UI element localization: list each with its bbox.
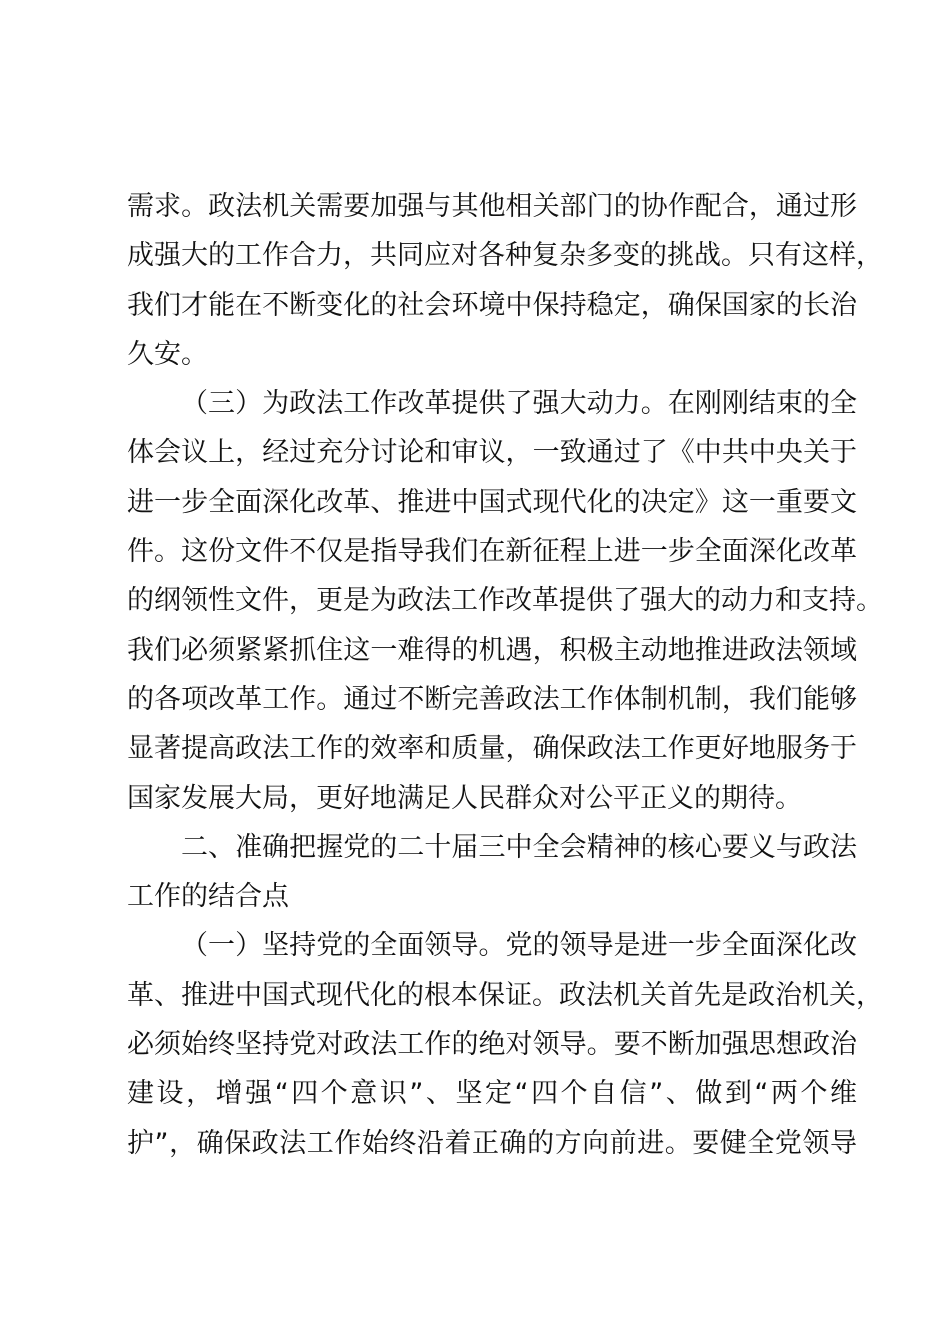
text-line: 革、推进中国式现代化的根本保证。政法机关首先是政治机关， (127, 979, 883, 1011)
text-line: 体会议上，经过充分讨论和审议，一致通过了《中共中央关于 (127, 437, 857, 469)
text-line: （一）坚持党的全面领导。党的领导是进一步全面深化改 (181, 930, 857, 962)
text-line: 件。这份文件不仅是指导我们在新征程上进一步全面深化改革 (127, 536, 857, 568)
text-line: 必须始终坚持党对政法工作的绝对领导。要不断加强思想政治 (127, 1029, 857, 1061)
text-line: 成强大的工作合力，共同应对各种复杂多变的挑战。只有这样， (127, 240, 883, 272)
text-line: 我们才能在不断变化的社会环境中保持稳定，确保国家的长治 (127, 289, 857, 321)
section-heading-line: 二、准确把握党的二十届三中全会精神的核心要义与政法 (181, 831, 857, 863)
text-line: 国家发展大局，更好地满足人民群众对公平正义的期待。 (127, 782, 802, 814)
text-line: （三）为政法工作改革提供了强大动力。在刚刚结束的全 (181, 388, 857, 420)
text-line: 需求。政法机关需要加强与其他相关部门的协作配合，通过形 (127, 191, 857, 222)
text-line: 护”，确保政法工作始终沿着正确的方向前进。要健全党领导 (127, 1127, 857, 1159)
text-line: 进一步全面深化改革、推进中国式现代化的决定》这一重要文 (127, 486, 857, 518)
text-line: 久安。 (127, 338, 208, 370)
text-line: 我们必须紧紧抓住这一难得的机遇，积极主动地推进政法领域 (127, 634, 857, 666)
text-line: 显著提高政法工作的效率和质量，确保政法工作更好地服务于 (127, 733, 857, 765)
text-line: 的各项改革工作。通过不断完善政法工作体制机制，我们能够 (127, 683, 857, 715)
text-line: 的纲领性文件，更是为政法工作改革提供了强大的动力和支持。 (127, 585, 883, 617)
document-body (127, 182, 883, 1168)
text-line: 建设，增强“四个意识”、坚定“四个自信”、做到“两个维 (127, 1078, 857, 1110)
section-heading-line: 工作的结合点 (127, 881, 289, 913)
